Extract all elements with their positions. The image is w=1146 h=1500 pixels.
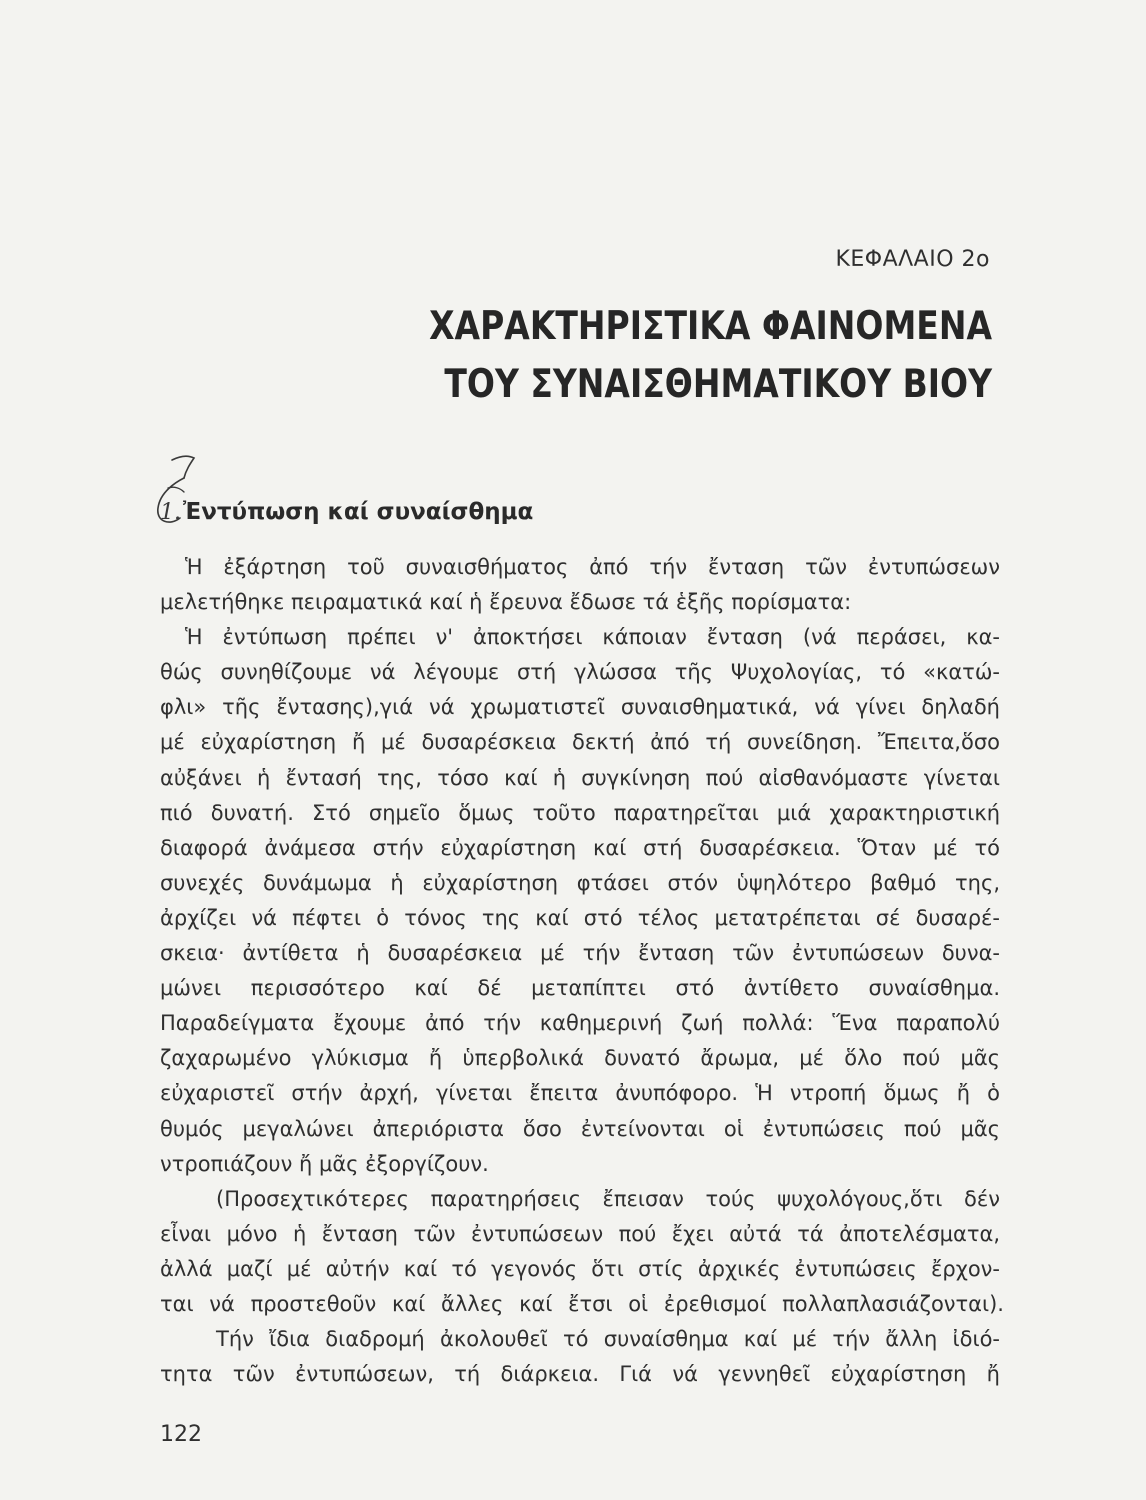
body-line: ζαχαρωμένο γλύκισμα ἤ ὑπερβολικά δυνατό ἄρωμα, μέ ὅλο πού μᾶς [160,1046,1000,1071]
body-line: τητα τῶν ἐντυπώσεων, τή διάρκεια. Γιά νά γεννηθεῖ εὐχαρίστηση ἤ [160,1362,1000,1387]
section-number: 1. [160,500,181,525]
body-line: ἀρχίζει νά πέφτει ὁ τόνος της καί στό τέλος μετατρέπεται σέ δυσαρέ- [160,905,1000,930]
body-line: αὐξάνει ἡ ἔντασή της, τόσο καί ἡ συγκίνηση πού αἰσθανόμαστε γίνεται [160,765,1000,790]
body-line: διαφορά ἀνάμεσα στήν εὐχαρίστηση καί στή δυσαρέσκεια. Ὅταν μέ τό [160,835,1000,860]
body-line: συνεχές δυνάμωμα ἡ εὐχαρίστηση φτάσει στόν ὑψηλότερο βαθμό της, [160,870,1000,895]
body-text [160,550,1004,1392]
body-line: σκεια· ἀντίθετα ἡ δυσαρέσκεια μέ τήν ἔνταση τῶν ἐντυπώσεων δυνα- [160,941,1000,966]
chapter-title-line-2: ΤΟΥ ΣΥΝΑΙΣΘΗΜΑΤΙΚΟΥ ΒΙΟΥ [444,360,992,407]
body-line: μέ εὐχαρίστηση ἤ μέ δυσαρέσκεια δεκτή ἀπό τή συνείδηση. Ἔπειτα,ὅσο [160,730,1000,755]
body-line: μελετήθηκε πειραματικά καί ἡ ἔρευνα ἔδωσε τά ἑξῆς πορίσματα: [160,590,852,615]
body-line: ντροπιάζουν ἤ μᾶς ἐξοργίζουν. [160,1151,489,1176]
body-line: θώς συνηθίζουμε νά λέγουμε στή γλώσσα τῆς Ψυχολογίας, τό «κατώ- [160,660,1000,685]
body-line: ἀλλά μαζί μέ αὐτήν καί τό γεγονός ὅτι στίς ἀρχικές ἐντυπώσεις ἔρχον- [160,1256,1000,1281]
section-title: Ἐντύπωση καί συναίσθημα [183,499,534,525]
body-line: θυμός μεγαλώνει ἀπεριόριστα ὅσο ἐντείνονται οἱ ἐντυπώσεις πού μᾶς [160,1116,1000,1141]
chapter-label: ΚΕΦΑΛΑΙΟ 2ο [835,247,990,272]
body-line: φλι» τῆς ἔντασης),γιά νά χρωματιστεῖ συναισθηματικά, νά γίνει δηλαδή [160,695,1000,720]
body-line: εὐχαριστεῖ στήν ἀρχή, γίνεται ἔπειτα ἀνυπόφορο. Ἡ ντροπή ὅμως ἤ ὁ [160,1081,1000,1106]
body-line: εἶναι μόνο ἡ ἔνταση τῶν ἐντυπώσεων πού ἔχει αὐτά τά ἀποτελέσματα, [160,1221,1000,1246]
body-line: Ἡ ἐξάρτηση τοῦ συναισθήματος ἀπό τήν ἔνταση τῶν ἐντυπώσεων [185,555,1000,579]
chapter-title-line-1: ΧΑΡΑΚΤΗΡΙΣΤΙΚΑ ΦΑΙΝΟΜΕΝΑ [429,302,992,349]
body-line: Παραδείγματα ἔχουμε ἀπό τήν καθημερινή ζωή πολλά: Ἕνα παραπολύ [160,1011,1000,1036]
body-line: πιό δυνατή. Στό σημεῖο ὅμως τοῦτο παρατηρεῖται μιά χαρακτηριστική [160,800,1000,825]
body-line: ται νά προστεθοῦν καί ἄλλες καί ἔτσι οἱ ἐρεθισμοί πολλαπλασιάζονται). [160,1291,1004,1316]
body-line: Τήν ἴδια διαδρομή ἀκολουθεῖ τό συναίσθημα καί μέ τήν ἄλλη ἰδιό- [216,1327,1000,1352]
page-number: 122 [160,1422,202,1447]
body-line: (Προσεχτικότερες παρατηρήσεις ἔπεισαν τούς ψυχολόγους,ὅτι δέν [216,1186,1000,1211]
body-line: μώνει περισσότερο καί δέ μεταπίπτει στό ἀντίθετο συναίσθημα. [160,976,1000,1001]
body-line: Ἡ ἐντύπωση πρέπει ν' ἀποκτήσει κάποιαν ἔνταση (νά περάσει, κα- [185,625,1000,650]
